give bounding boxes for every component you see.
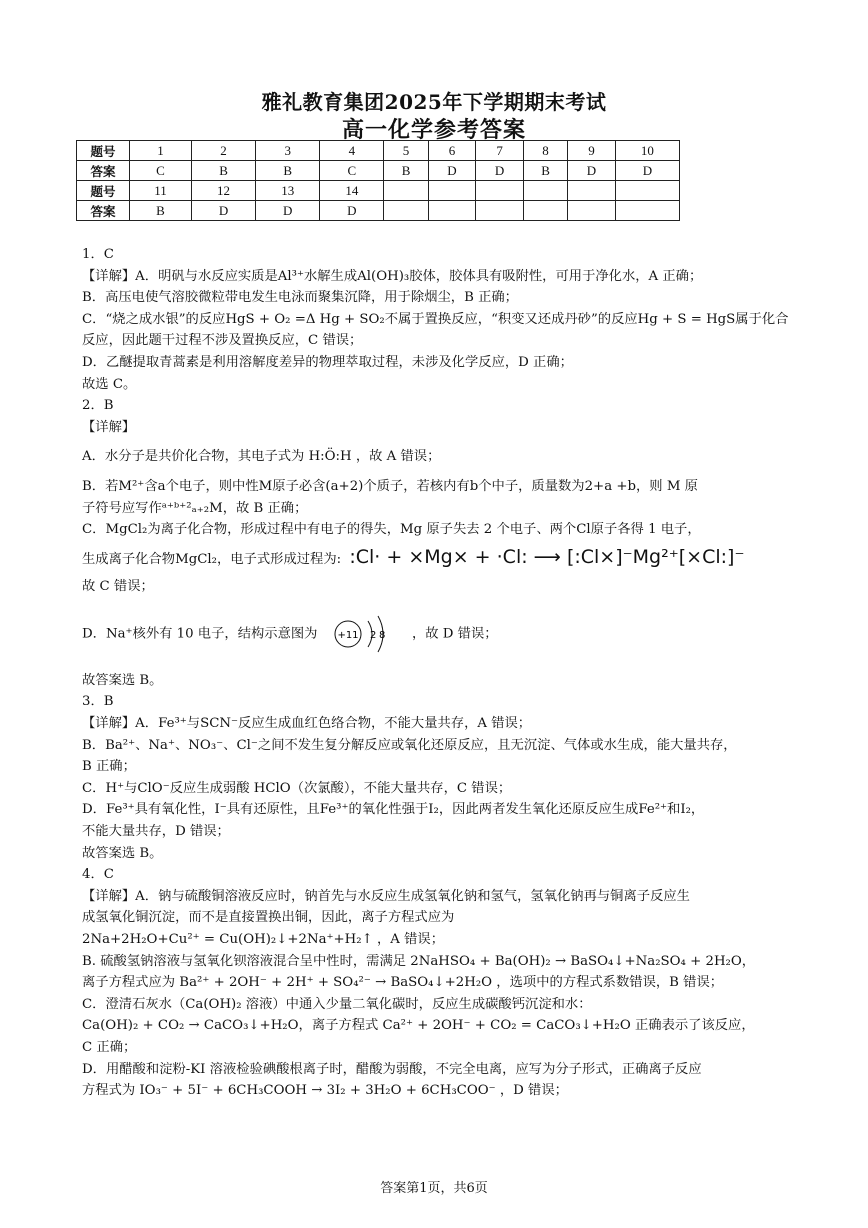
table-cell: C (130, 161, 192, 181)
table-cell: D (476, 161, 524, 181)
table-cell: 11 (130, 181, 192, 201)
table-cell (523, 201, 567, 221)
table-cell: B (523, 161, 567, 181)
explanation-line: 【详解】A．明矾与水反应实质是Al³⁺水解生成Al(OH)₃胶体，胶体具有吸附性，可用于净化水，A 正确； (82, 268, 703, 284)
table-cell: 10 (615, 141, 679, 161)
table-cell (384, 181, 428, 201)
explanation-line: B．Ba²⁺、Na⁺、NO₃⁻、Cl⁻之间不发生复分解反应或氧化还原反应，且无沉淀、气体或水生成，能大量共存， (82, 737, 737, 753)
table-cell (615, 201, 679, 221)
explanation-line (82, 611, 792, 658)
question-number: 1．C (82, 247, 114, 262)
equation-line: 2Na+2H₂O+Cu²⁺ = Cu(OH)₂↓+2Na⁺+H₂↑ ，A 错误； (82, 931, 444, 947)
table-cell (568, 201, 616, 221)
explanation-line: B. 硫酸氢钠溶液与氢氧化钡溶液混合呈中性时，需满足 2NaHSO₄ + Ba(OH)₂ → BaSO₄↓+Na₂SO₄ + 2H₂O， (82, 953, 756, 969)
table-cell (523, 181, 567, 201)
table-cell: D (256, 201, 320, 221)
table-cell (476, 201, 524, 221)
table-cell (476, 181, 524, 201)
explanation-line: 故选 C。 (82, 376, 137, 392)
atom-structure-diagram (330, 611, 400, 657)
line-text: 生成离子化合物MgCl₂，电子式形成过程为: (82, 551, 342, 567)
explanation-line: 故 C 错误； (82, 578, 154, 594)
question-number: 2．B (82, 398, 114, 414)
explanation-line: A．水分子是共价化合物，其电子式为 H:Ö:H ，故 A 错误； (82, 449, 441, 465)
row-label: 题号 (77, 141, 130, 161)
explanation-line (82, 541, 792, 576)
table-cell: 14 (320, 181, 384, 201)
table-cell: 1 (130, 141, 192, 161)
table-cell (428, 201, 476, 221)
page-footer: 答案第1页，共6页 (380, 1181, 488, 1196)
explanation-line: D．Fe³⁺具有氧化性，I⁻具有还原性，且Fe³⁺的氧化性强于I₂，因此两者发生氧化还原反应生成Fe²⁺和I₂， (82, 802, 705, 818)
explanation-line: 成氢氧化铜沉淀，而不是直接置换出铜，因此，离子方程式应为 (82, 910, 455, 926)
explanation-line: D．乙醚提取青蒿素是利用溶解度差异的物理萃取过程，未涉及化学反应，D 正确； (82, 354, 573, 370)
table-cell: 13 (256, 181, 320, 201)
table-cell: D (615, 161, 679, 181)
table-cell: D (320, 201, 384, 221)
row-label: 答案 (77, 201, 130, 221)
explanation-line: C．“烧之成水银”的反应HgS + O₂ =Δ Hg + SO₂不属于置换反应，“积变又还成丹砂”的反应Hg + S = HgS属于化合 (82, 311, 789, 327)
table-cell: D (568, 161, 616, 181)
table-cell: B (384, 161, 428, 181)
explanation-line: C 正确； (82, 1039, 137, 1055)
explanation-line: 离子方程式应为 Ba²⁺ + 2OH⁻ + 2H⁺ + SO₄²⁻ → BaSO₄↓+2H₂O ，选项中的方程式系数错误，B 错误； (82, 975, 724, 991)
nucleus-charge: +11 (337, 630, 359, 642)
table-cell: B (130, 201, 192, 221)
explanation-line: B．高压电使气溶胶微粒带电发生电泳而聚集沉降，用于除烟尘，B 正确； (82, 290, 518, 306)
table-cell: D (428, 161, 476, 181)
table-cell: 9 (568, 141, 616, 161)
explanation-line: 【详解】A．Fe³⁺与SCN⁻反应生成血红色络合物，不能大量共存，A 错误； (82, 716, 532, 731)
shell-electrons-2: 8 (378, 630, 386, 642)
table-cell: D (191, 201, 255, 221)
line-text: D．Na⁺核外有 10 电子，结构示意图为 (82, 626, 318, 642)
table-cell (568, 181, 616, 201)
explanation-line: 故答案选 B。 (82, 845, 163, 861)
table-cell: 6 (428, 141, 476, 161)
table-row (77, 141, 680, 161)
shell-electrons-1: 2 (369, 630, 377, 642)
table-cell: 4 (320, 141, 384, 161)
equation-line: Ca(OH)₂ + CO₂ → CaCO₃↓+H₂O，离子方程式 Ca²⁺ + 2OH⁻ + CO₂ = CaCO₃↓+H₂O 正确表示了该反应， (82, 1018, 755, 1034)
line-text: ，故 D 错误； (411, 626, 498, 642)
table-cell: B (256, 161, 320, 181)
explanation-line: B 正确； (82, 759, 136, 775)
explanation-line: C．澄清石灰水（Ca(OH)₂ 溶液）中通入少量二氧化碳时，反应生成碳酸钙沉淀和水： (82, 996, 592, 1012)
table-cell: 5 (384, 141, 428, 161)
electron-formation-process: :Cl· + ×Mg× + ·Cl: ⟶ [:Cl×]⁻Mg²⁺[×Cl:]⁻ (349, 545, 745, 568)
explanation-line: 【详解】 (82, 419, 136, 435)
table-cell: C (320, 161, 384, 181)
exam-title: 雅礼教育集团2025年下学期期末考试 (261, 90, 607, 114)
row-label: 答案 (77, 161, 130, 181)
table-cell: 7 (476, 141, 524, 161)
row-label: 题号 (77, 181, 130, 201)
table-cell: 12 (191, 181, 255, 201)
explanation-line: 不能大量共存，D 错误； (82, 823, 230, 839)
table-cell: 3 (256, 141, 320, 161)
explanation-line: 子符号应写作ᵃ⁺ᵇ⁺²ₐ₊₂M，故 B 正确； (82, 500, 308, 516)
table-row (77, 181, 680, 201)
explanation-line: 【详解】A．钠与硫酸铜溶液反应时，钠首先与水反应生成氢氧化钠和氢气，氢氧化钠再与铜离子反应生 (82, 888, 690, 904)
table-cell: 8 (523, 141, 567, 161)
table-cell (615, 181, 679, 201)
question-number: 4．C (82, 867, 114, 883)
explanation-body (82, 244, 792, 1102)
table-cell: 2 (191, 141, 255, 161)
question-number: 3．B (82, 694, 114, 710)
answer-subtitle: 高一化学参考答案 (341, 117, 526, 143)
explanation-line: C．MgCl₂为离子化合物，形成过程中有电子的得失，Mg 原子失去 2 个电子、两个Cl原子各得 1 电子， (82, 522, 701, 538)
answer-table (76, 140, 680, 221)
table-cell (384, 201, 428, 221)
explanation-line: B．若M²⁺含a个电子，则中性M原子必含(a+2)个质子，若核内有b个中子，质量数为2+a +b，则 M 原 (82, 478, 698, 494)
explanation-line: 反应，因此题干过程不涉及置换反应，C 错误； (82, 333, 363, 349)
table-row (77, 161, 680, 181)
explanation-line: C．H⁺与ClO⁻反应生成弱酸 HClO（次氯酸），不能大量共存，C 错误； (82, 780, 512, 796)
table-row (77, 201, 680, 221)
equation-line: 方程式为 IO₃⁻ + 5I⁻ + 6CH₃COOH → 3I₂ + 3H₂O + 6CH₃COO⁻ ，D 错误； (82, 1083, 568, 1099)
explanation-line: 故答案选 B。 (82, 672, 163, 688)
table-cell: B (191, 161, 255, 181)
table-cell (428, 181, 476, 201)
explanation-line: D．用醋酸和淀粉-KI 溶液检验碘酸根离子时，醋酸为弱酸，不完全电离，应写为分子形式，正确离子反应 (82, 1061, 702, 1077)
